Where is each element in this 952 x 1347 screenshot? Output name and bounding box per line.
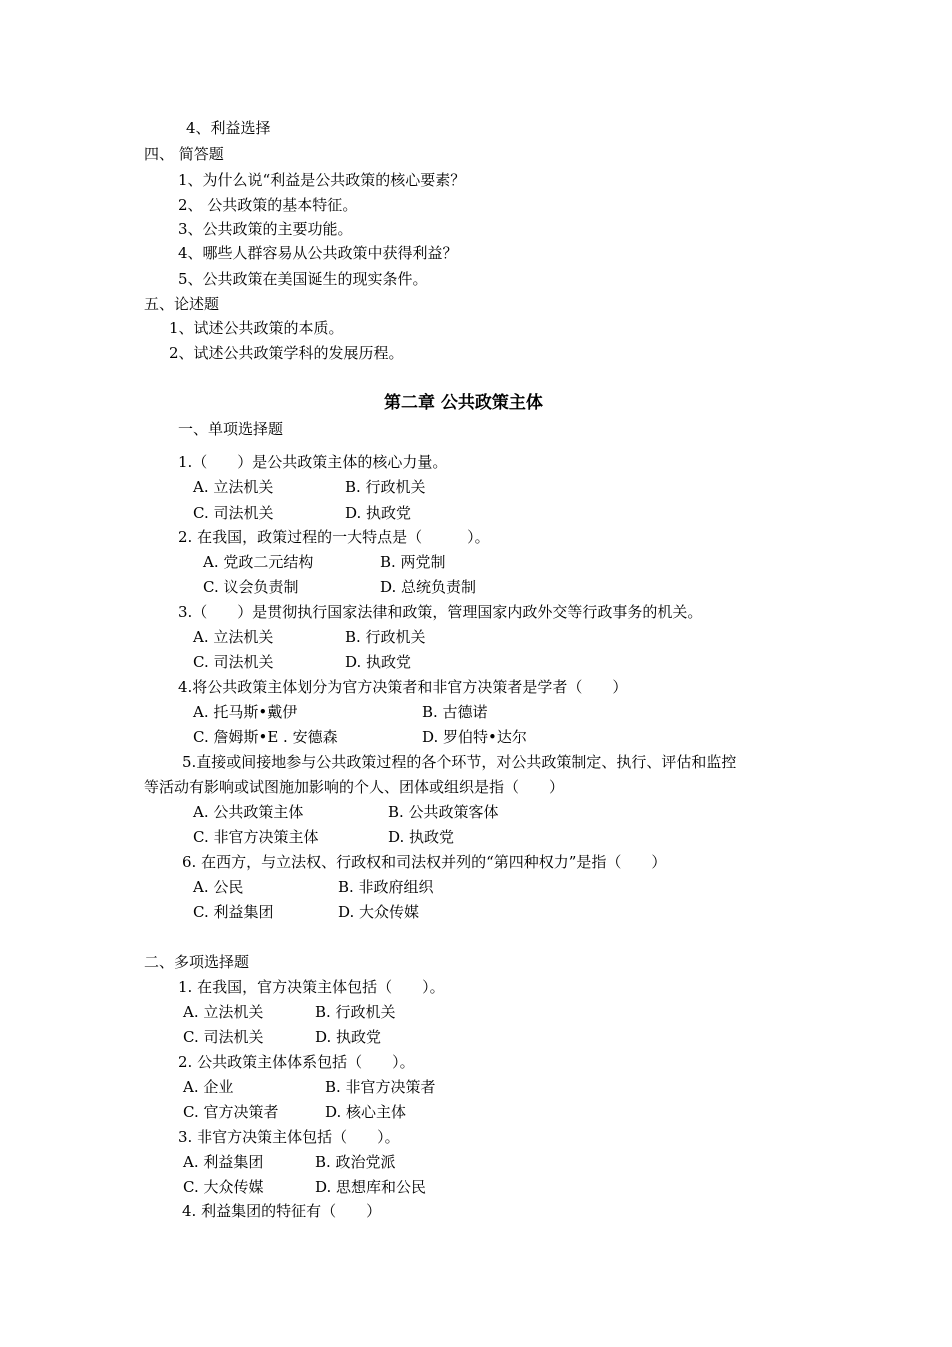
text-line: 五、论述题 [144,295,220,313]
text-line: 4. 利益集团的特征有（ ） [182,1202,382,1220]
text-line: C. 大众传媒 [183,1178,264,1196]
text-line: B. 非官方决策者 [325,1078,436,1096]
text-line: 四、 简答题 [144,145,224,163]
text-line: D. 核心主体 [325,1103,407,1121]
text-line: D. 执政党 [388,828,455,846]
text-line: B. 行政机关 [315,1003,396,1021]
text-line: 3. 非官方决策主体包括（ ）。 [178,1128,400,1146]
text-line: C. 官方决策者 [183,1103,279,1121]
text-line: C. 詹姆斯•E . 安德森 [193,728,338,746]
text-line: 等活动有影响或试图施加影响的个人、团体或组织是指（ ） [144,778,565,796]
text-line: A. 立法机关 [193,628,274,646]
text-line: 5.直接或间接地参与公共政策过程的各个环节，对公共政策制定、执行、评估和监控 [182,753,737,771]
text-line: D. 罗伯特•达尔 [422,728,527,746]
text-line: 1.（ ）是公共政策主体的核心力量。 [178,453,448,471]
text-line: D. 执政党 [315,1028,382,1046]
text-line: D. 思想库和公民 [315,1178,427,1196]
text-line: 4、利益选择 [186,119,271,137]
text-line: C. 利益集团 [193,903,274,921]
text-line: 1、试述公共政策的本质。 [169,319,344,337]
text-line: B. 行政机关 [345,478,426,496]
text-line: A. 公民 [193,878,244,896]
text-line: C. 司法机关 [183,1028,264,1046]
text-line: C. 司法机关 [193,504,274,522]
text-line: B. 行政机关 [345,628,426,646]
text-line: 2. 公共政策主体体系包括（ ）。 [178,1053,415,1071]
text-line: A. 立法机关 [193,478,274,496]
text-line: B. 公共政策客体 [388,803,499,821]
text-line: 一、单项选择题 [178,420,284,438]
text-line: A. 立法机关 [183,1003,264,1021]
text-line: D. 执政党 [345,504,412,522]
text-line: 1、为什么说“利益是公共政策的核心要素？ [178,171,466,189]
text-line: B. 两党制 [380,553,446,571]
text-line: B. 古德诺 [422,703,488,721]
text-line: D. 执政党 [345,653,412,671]
text-line: 3、公共政策的主要功能。 [178,220,353,238]
text-line: 二、多项选择题 [144,953,250,971]
text-line: 6. 在西方，与立法权、行政权和司法权并列的“第四种权力”是指（ ） [182,853,667,871]
text-line: A. 公共政策主体 [193,803,304,821]
text-line: 4、哪些人群容易从公共政策中获得利益？ [178,244,458,262]
text-line: A. 托马斯•戴伊 [193,703,298,721]
text-line: D. 总统负责制 [380,578,477,596]
text-line: B. 非政府组织 [338,878,434,896]
chapter-title: 第二章 公共政策主体 [384,393,543,413]
text-line: 2、 公共政策的基本特征。 [178,196,358,214]
text-line: A. 党政二元结构 [203,553,314,571]
text-line: 4.将公共政策主体划分为官方决策者和非官方决策者是学者（ ） [178,678,628,696]
text-line: C. 司法机关 [193,653,274,671]
text-line: C. 非官方决策主体 [193,828,319,846]
text-line: 1. 在我国，官方决策主体包括（ ）。 [178,978,445,996]
text-line: D. 大众传媒 [338,903,420,921]
text-line: 3.（ ）是贯彻执行国家法律和政策，管理国家内政外交等行政事务的机关。 [178,603,703,621]
text-line: A. 企业 [183,1078,234,1096]
text-line: B. 政治党派 [315,1153,396,1171]
text-line: 2、试述公共政策学科的发展历程。 [169,344,404,362]
text-line: 5、公共政策在美国诞生的现实条件。 [178,270,428,288]
text-line: C. 议会负责制 [203,578,299,596]
text-line: A. 利益集团 [183,1153,264,1171]
text-line: 2. 在我国，政策过程的一大特点是（ ）。 [178,528,490,546]
